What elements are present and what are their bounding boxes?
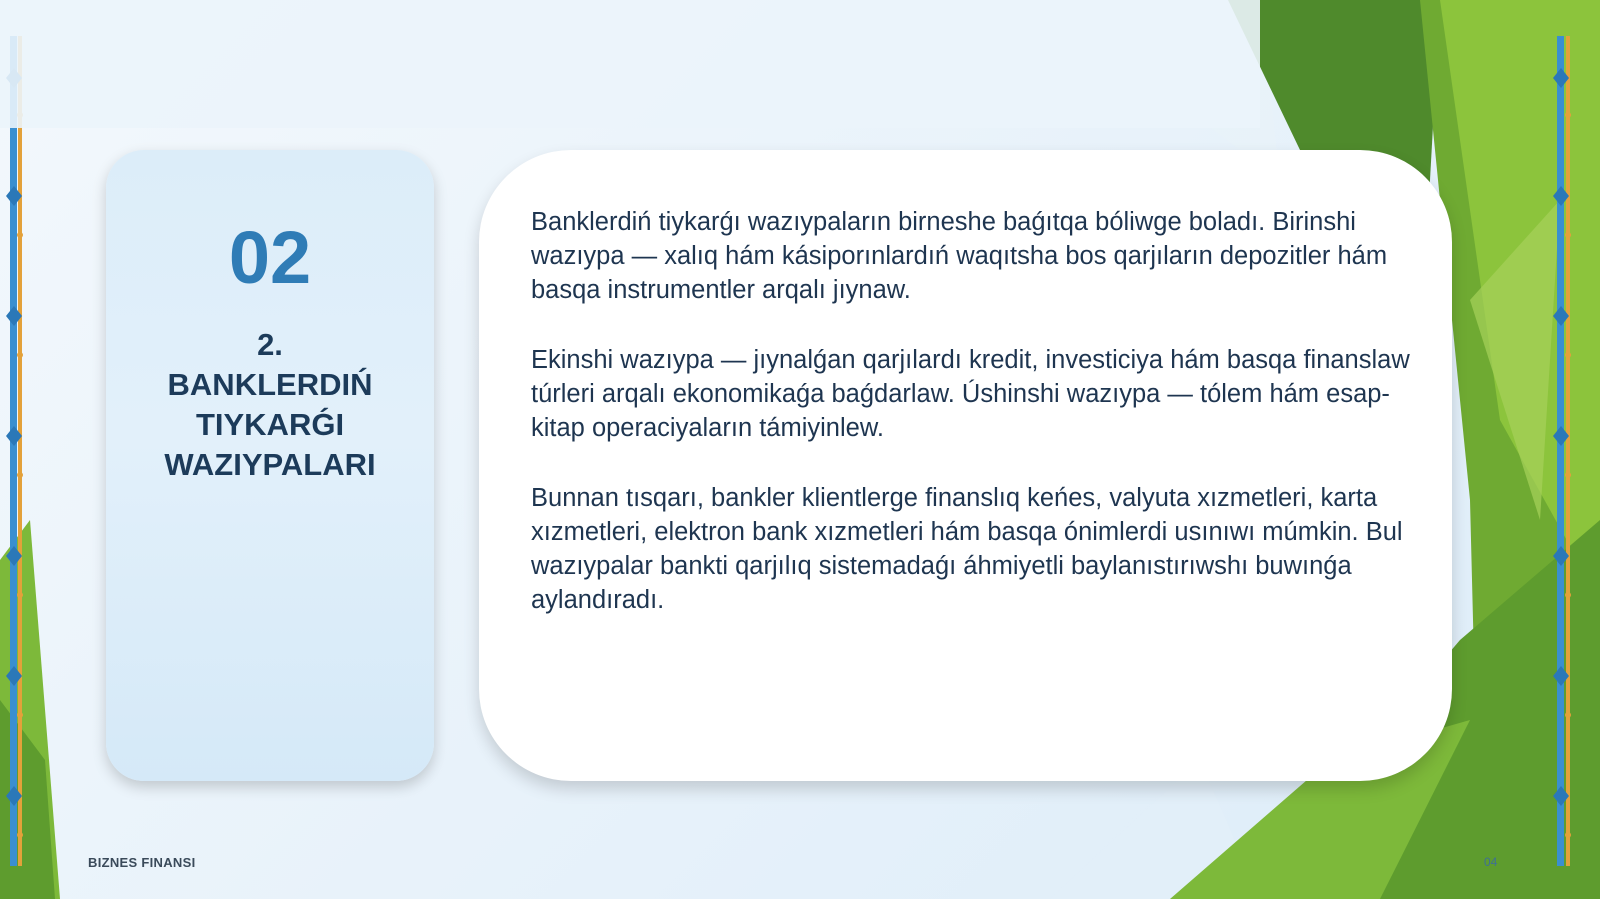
paragraph: Ekinshi wazıypa — jıynalǵan qarjılardı kredit, investiciya hám basqa finanslaw túrleri arqalı ekonomikaǵa baǵdarlaw. Úshinshi wazıypa — tólem hám esap-kitap operaciyaların támiyinlew. <box>531 346 1410 442</box>
content-body <box>531 205 1411 653</box>
slide-number: 04 <box>1484 855 1498 869</box>
section-number: 02 <box>228 216 312 299</box>
paragraph: Banklerdiń tiykarǵı wazıypaların birneshe baǵıtqa bóliwge boladı. Birinshi wazıypa — xalıq hám kásiporınlardıń waqıtsha bos qarjıların depozitler hám basqa instrumentler arqalı jıynaw. <box>531 208 1388 304</box>
left-border-orange <box>18 36 22 866</box>
top-band <box>0 0 1260 128</box>
section-title-line: 2. <box>257 327 283 362</box>
right-border-blue <box>1557 36 1564 866</box>
paragraph: Bunnan tısqarı, bankler klientlerge finanslıq keńes, valyuta xızmetleri, karta xızmetleri, elektron bank xızmetleri hám basqa ónimlerdi usınıwı múmkin. Bul wazıypalar bankti qarjılıq sistemadaǵı áhmiyetli baylanıstırıwshı buwınǵa aylandıradı. <box>531 484 1403 614</box>
section-title-line: WAZIYPALARI <box>164 447 376 482</box>
section-title-line: BANKLERDIŃ <box>167 367 373 402</box>
left-border-blue <box>10 36 17 866</box>
right-border-orange <box>1566 36 1570 866</box>
section-title <box>106 325 434 485</box>
footer-title: BIZNES FINANSI <box>88 855 196 870</box>
section-title-line: TIYKARǴI <box>195 407 345 442</box>
